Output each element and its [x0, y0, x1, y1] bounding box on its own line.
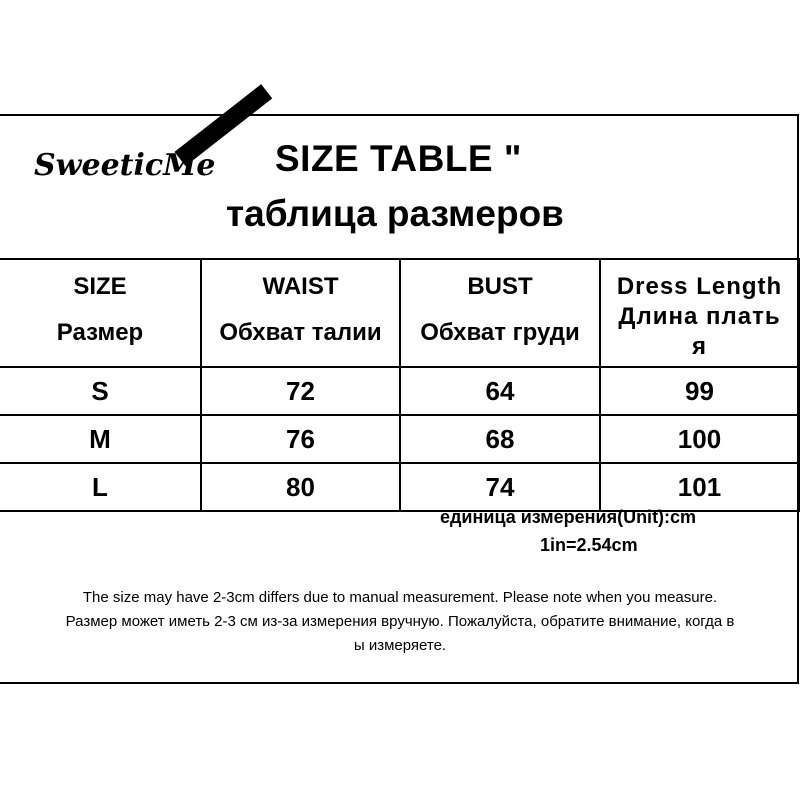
header-size-ru: Размер [56, 319, 144, 346]
cell-bust: 64 [400, 367, 600, 415]
cell-length: 100 [600, 415, 799, 463]
measurement-note-ru-continued: ы измеряете. [353, 637, 447, 654]
page-title-en: SIZE TABLE " [275, 138, 522, 179]
header-bust-ru: Обхват груди [420, 319, 580, 346]
cell-length: 101 [600, 463, 799, 511]
cell-waist: 80 [201, 463, 400, 511]
header-length-ru: Длина плать [618, 303, 781, 330]
column-header-bust [400, 259, 600, 367]
measurement-note-en: The size may have 2-3cm differs due to manual measurement. Please note when you measure. [82, 589, 718, 606]
header-waist-ru: Обхват талии [219, 319, 382, 346]
cell-length: 99 [600, 367, 799, 415]
column-header-dress-length [600, 259, 799, 367]
header-length-ru-cut: я [691, 333, 707, 360]
cell-bust: 68 [400, 415, 600, 463]
table-row [0, 463, 799, 511]
cell-waist: 76 [201, 415, 400, 463]
cell-size: M [0, 415, 201, 463]
header-waist-en: WAIST [262, 273, 339, 300]
header-length-en: Dress Length [616, 273, 783, 300]
cell-bust: 74 [400, 463, 600, 511]
measurement-note-ru: Размер может иметь 2-3 см из-за измерения вручную. Пожалуйста, обратите внимание, когда в [65, 613, 735, 630]
column-header-waist [201, 259, 400, 367]
cell-size: L [0, 463, 201, 511]
brand-logo [30, 128, 250, 198]
size-table [0, 258, 800, 512]
page-title-ru: таблица размеров [226, 193, 564, 234]
unit-label: единица измерения(Unit):cm [440, 507, 697, 527]
table-row [0, 367, 799, 415]
unit-conversion: 1in=2.54cm [540, 535, 638, 555]
table-header-row [0, 259, 799, 367]
table-row [0, 415, 799, 463]
header-bust-en: BUST [467, 273, 533, 300]
cell-size: S [0, 367, 201, 415]
logo-text: SweeticMe [34, 148, 216, 183]
header-size-en: SIZE [73, 273, 127, 300]
cell-waist: 72 [201, 367, 400, 415]
column-header-size [0, 259, 201, 367]
